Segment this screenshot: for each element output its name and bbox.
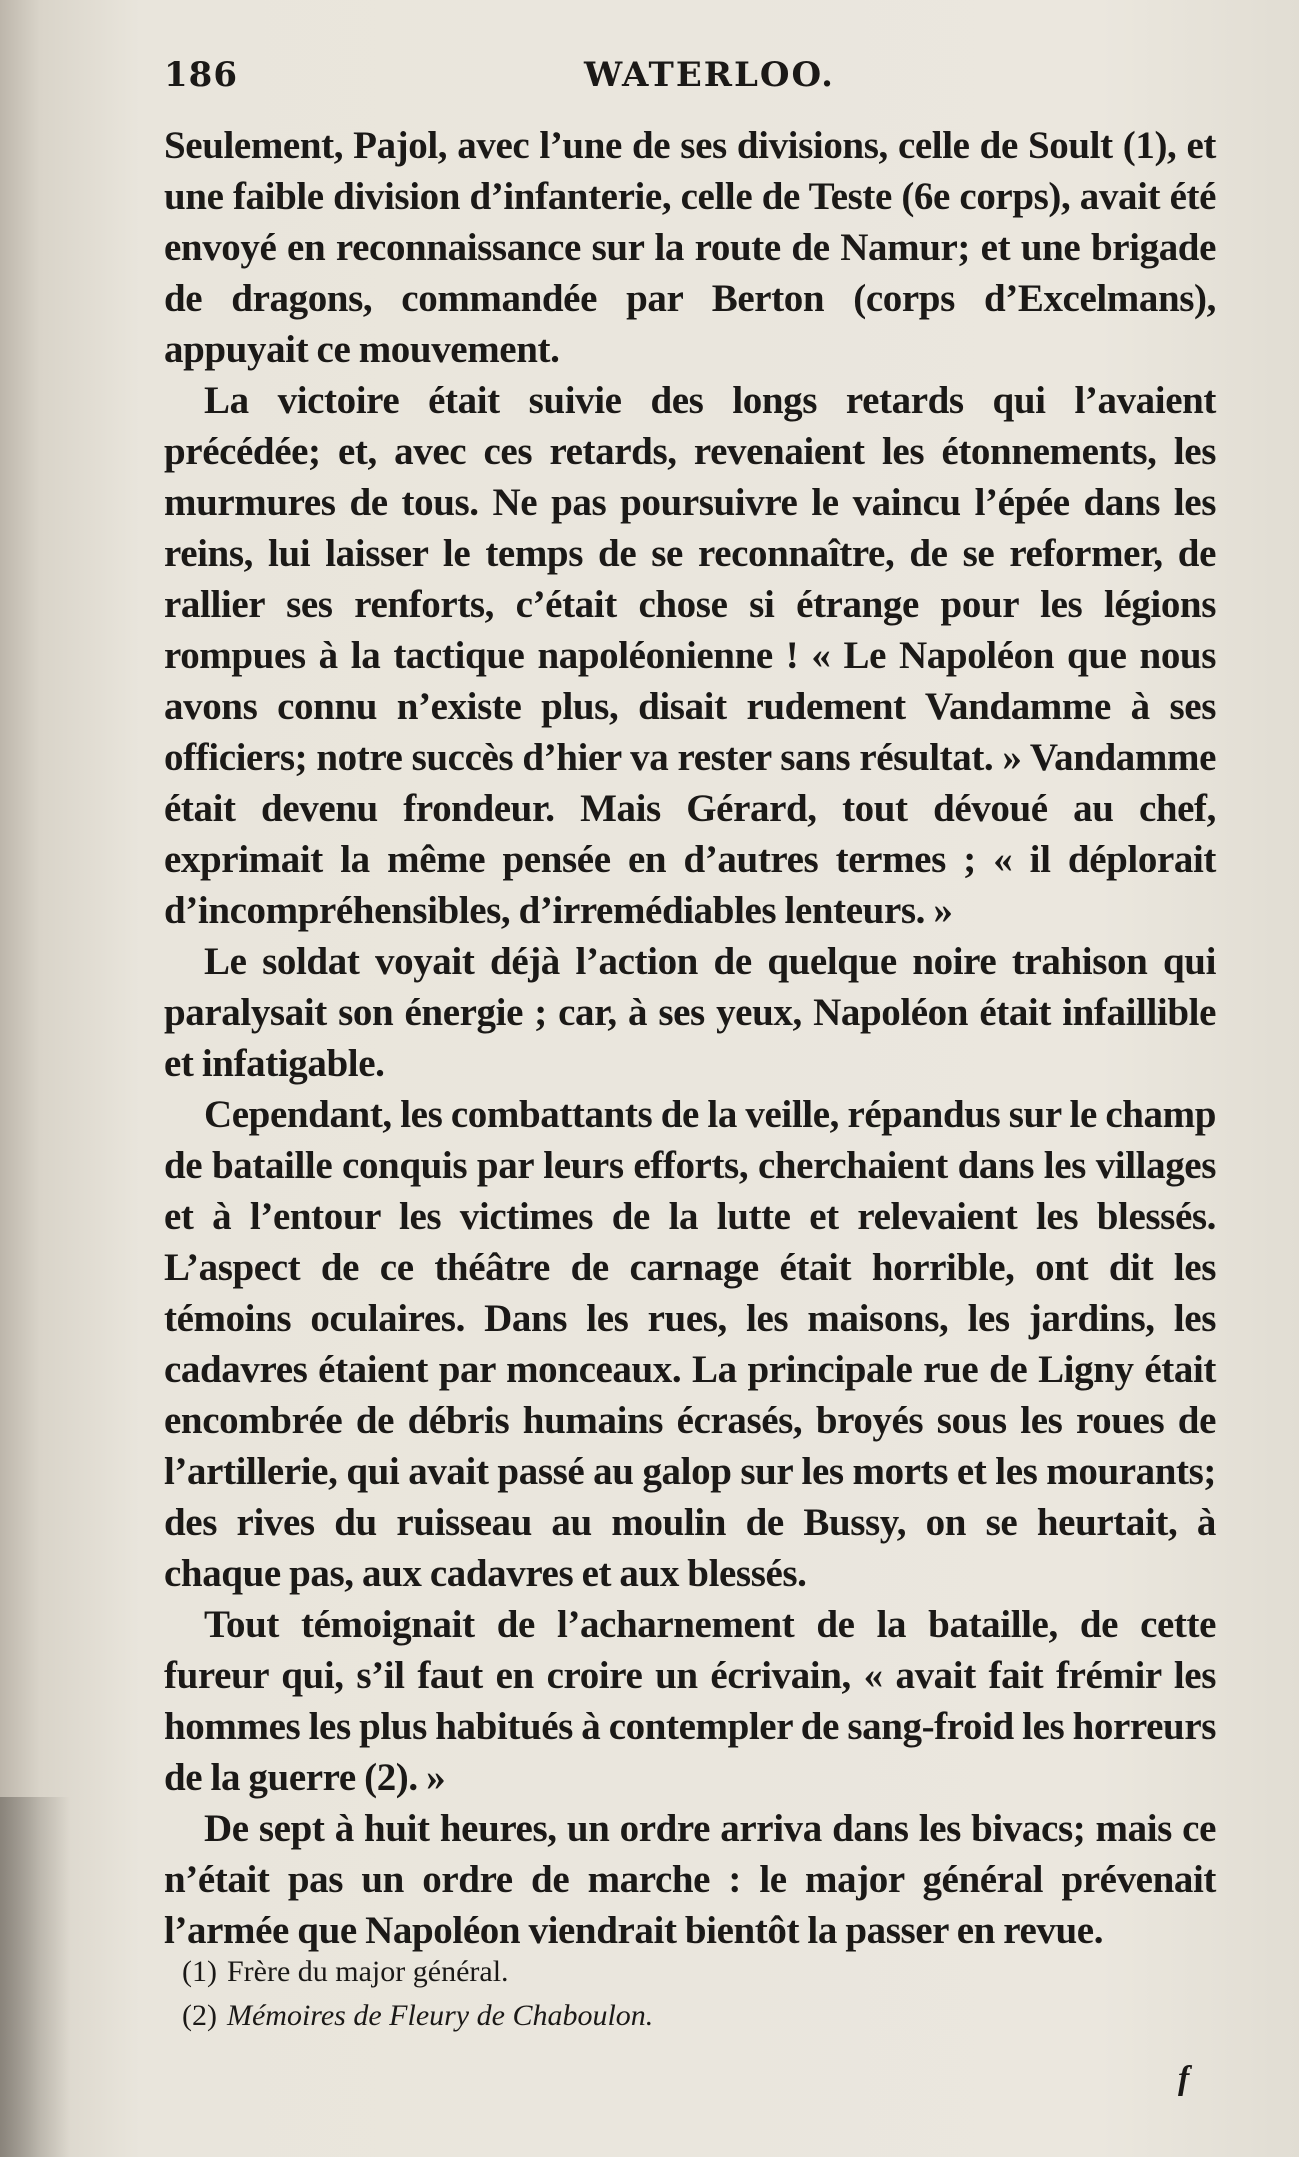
footnote — [182, 1950, 1082, 1994]
paragraph: Seulement, Pajol, avec l’une de ses divisions, celle de Soult (1), et une faible division d’infanterie, celle de Teste (6e corps), avait été envoyé en reconnaissance sur la route de Namur; et une brigade de dragons, commandée par Berton (corps d’Excelmans), appuyait ce mouvement. — [164, 124, 1216, 371]
paragraph: Le soldat voyait déjà l’action de quelque noire trahison qui paralysait son énergie ; car, à ses yeux, Napoléon était infaillible et infatigable. — [164, 940, 1216, 1085]
footnotes — [182, 1950, 1082, 2038]
paragraph: La victoire était suivie des longs retards qui l’avaient précédée; et, avec ces retards, revenaient les étonnements, les murmures de tous. Ne pas poursuivre le vaincu l’épée dans les reins, lui laisser le temps de se reconnaître, de se reformer, de rallier ses renforts, c’était chose si étrange pour les légions rompues à la tactique napoléonienne ! « Le Napoléon que nous avons connu n’existe plus, disait rudement Vandamme à ses officiers; notre succès d’hier va rester sans résultat. » Vandamme était devenu frondeur. Mais Gérard, tout dévoué au chef, exprimait la même pensée en d’autres termes ; « il déplorait d’incompréhensibles, d’irremédiables lenteurs. » — [164, 379, 1216, 932]
body-text — [164, 120, 1216, 1956]
page-number: 186 — [164, 55, 238, 95]
footnote-mark: (2) — [182, 1999, 217, 2032]
footnote — [182, 1994, 1082, 2038]
page-edge-shadow — [0, 1797, 70, 2157]
signature-mark: f — [1178, 2060, 1190, 2097]
footnote-text: Frère du major général. — [226, 1955, 509, 1988]
paragraph: Cependant, les combattants de la veille, répandus sur le champ de bataille conquis par leurs efforts, cherchaient dans les villages et à l’entour les victimes de la lutte et relevaient les blessés. L’aspect de ce théâtre de carnage était horrible, ont dit les témoins oculaires. Dans les rues, les maisons, les jardins, les cadavres étaient par monceaux. La principale rue de Ligny était encombrée de débris humains écrasés, broyés sous les roues de l’artillerie, qui avait passé au galop sur les morts et les mourants; des rives du ruisseau au moulin de Bussy, on se heurtait, à chaque pas, aux cadavres et aux blessés. — [164, 1093, 1216, 1595]
running-title: WATERLOO. — [584, 55, 835, 95]
paragraph: Tout témoignait de l’acharnement de la bataille, de cette fureur qui, s’il faut en croire un écrivain, « avait fait frémir les hommes les plus habitués à contempler de sang-froid les horreurs de la guerre (2). » — [164, 1603, 1217, 1799]
footnote-mark: (1) — [182, 1955, 217, 1988]
footnote-text: Mémoires de Fleury de Chaboulon. — [226, 1999, 654, 2032]
page-header — [164, 55, 1214, 105]
paragraph: De sept à huit heures, un ordre arriva dans les bivacs; mais ce n’était pas un ordre de marche : le major général prévenait l’armée que Napoléon viendrait bientôt la passer en revue. — [164, 1807, 1216, 1952]
